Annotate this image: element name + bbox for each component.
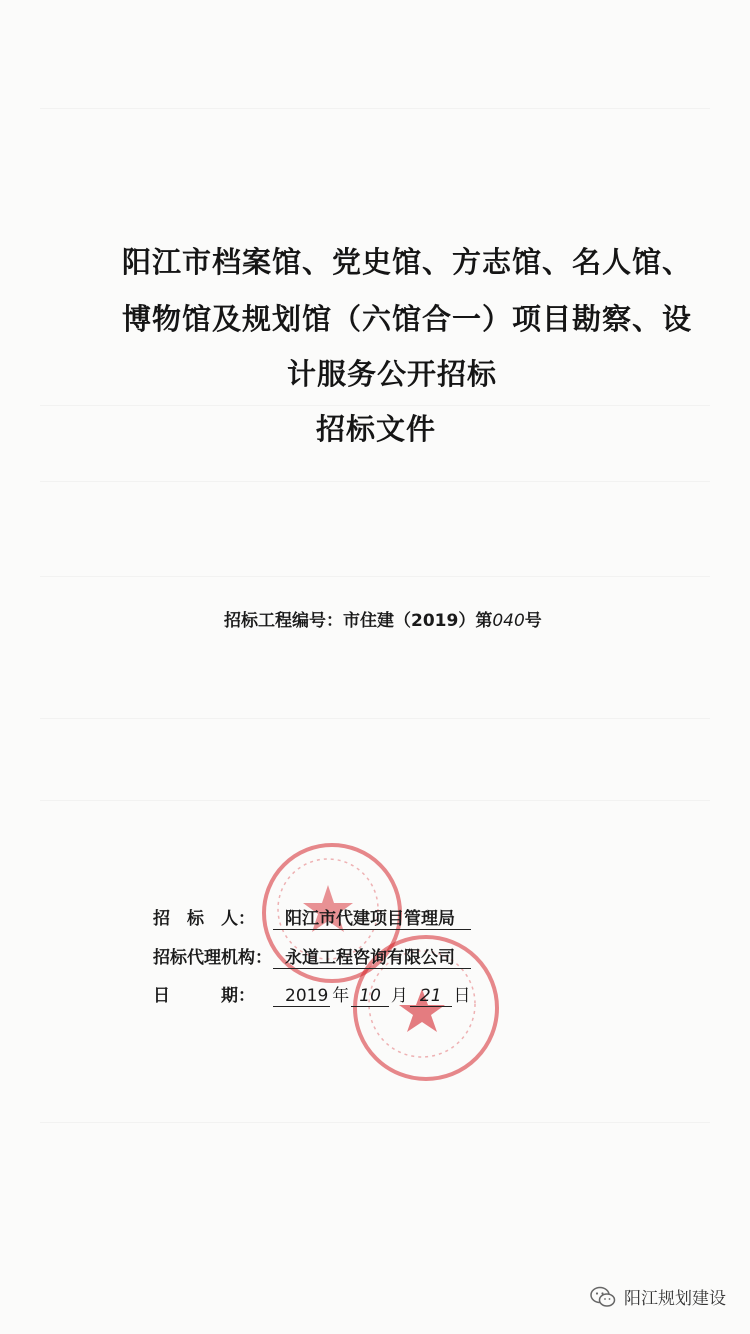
agent-row	[153, 943, 471, 969]
divider	[40, 481, 710, 482]
agent-label: 招标代理机构：	[153, 948, 272, 968]
wechat-icon	[590, 1286, 616, 1308]
date-label: 日 期：	[153, 986, 255, 1006]
tenderer-value: 阳江市代建项目管理局	[273, 904, 471, 930]
divider	[40, 405, 710, 406]
document-title-line-3: 计服务公开招标	[287, 357, 498, 391]
date-month: 10	[351, 986, 389, 1007]
date-year-unit: 年	[332, 986, 350, 1006]
tenderer-label: 招 标 人：	[153, 909, 255, 929]
divider	[40, 800, 710, 801]
divider	[40, 718, 710, 719]
document-title-line-2: 博物馆及规划馆（六馆合一）项目勘察、设	[122, 302, 693, 336]
date-day: 21	[410, 986, 452, 1007]
divider	[40, 1122, 710, 1123]
tenderer-row	[153, 904, 471, 930]
document-title-line-1: 阳江市档案馆、党史馆、方志馆、名人馆、	[122, 245, 693, 279]
divider	[40, 576, 710, 577]
date-day-unit: 日	[453, 986, 471, 1006]
date-year: 2019	[273, 986, 330, 1007]
divider	[40, 108, 710, 109]
date-row	[153, 981, 473, 1007]
project-number-value: 040	[492, 611, 525, 631]
project-number-label: 招标工程编号：市住建（2019）第	[224, 611, 493, 631]
project-number-suffix: 号	[524, 611, 542, 631]
date-month-unit: 月	[390, 986, 408, 1006]
document-subtitle: 招标文件	[316, 412, 437, 446]
account-watermark	[590, 1284, 726, 1309]
agent-value: 永道工程咨询有限公司	[273, 943, 471, 969]
account-name: 阳江规划建设	[624, 1289, 726, 1309]
project-number	[224, 606, 542, 631]
